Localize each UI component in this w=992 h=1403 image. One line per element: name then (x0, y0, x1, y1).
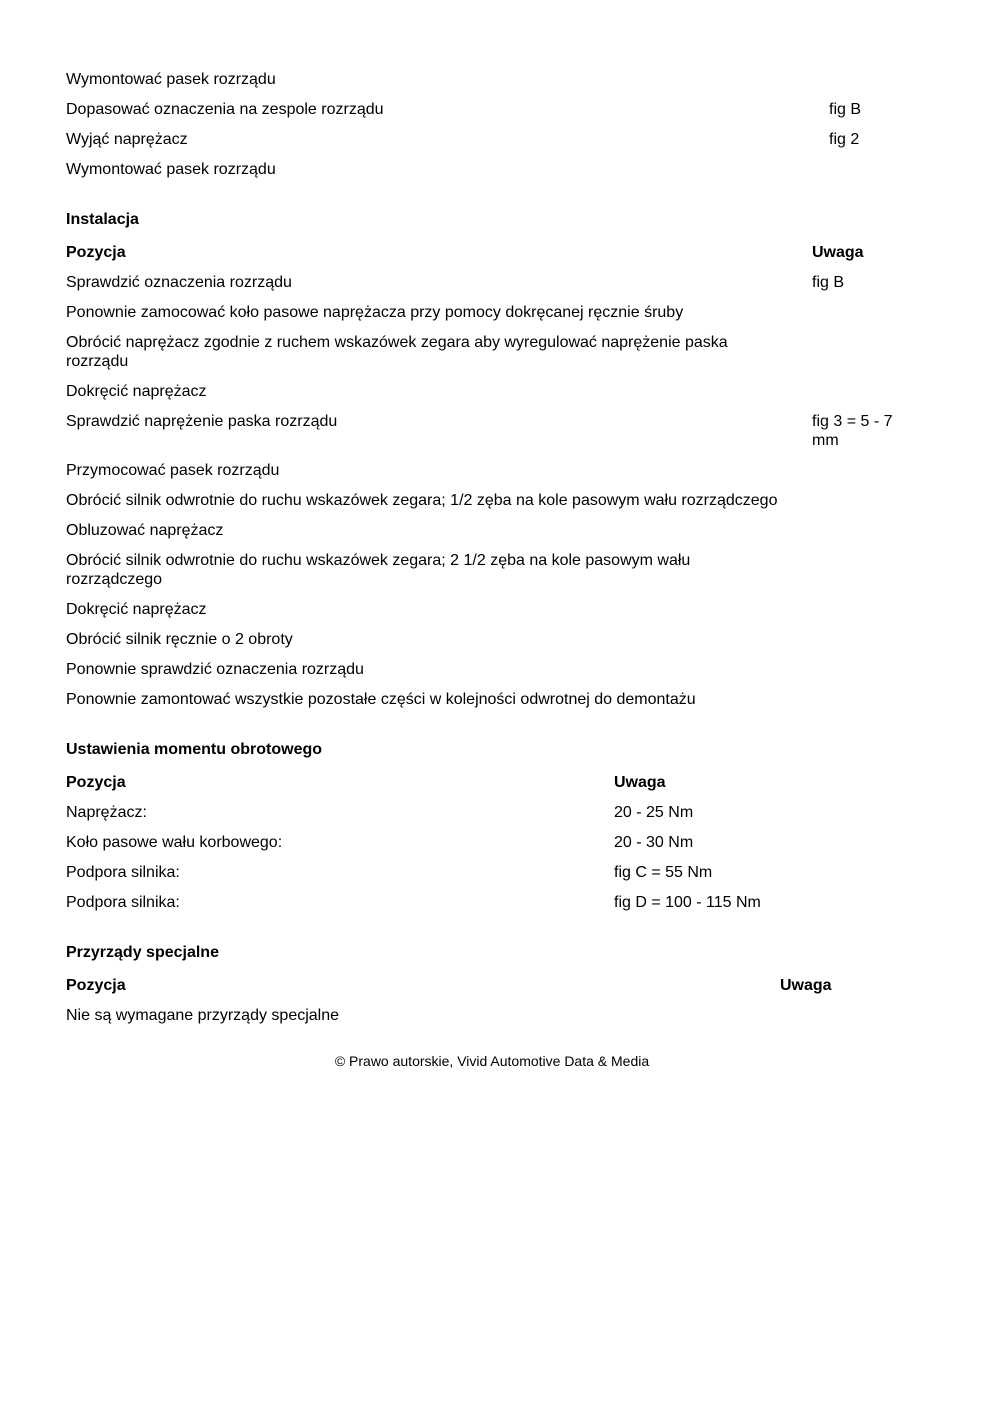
torque-row-3-note: fig C = 55 Nm (614, 864, 713, 881)
installation-row-1-position: Sprawdzić oznaczenia rozrządu (66, 274, 292, 291)
installation-row-13-position: Ponownie zamontować wszystkie pozostałe części w kolejności odwrotnej do demontażu (66, 691, 696, 708)
special-tools-row-1-position: Nie są wymagane przyrządy specjalne (66, 1007, 340, 1024)
installation-row-3-position-line-1: Obrócić naprężacz zgodnie z ruchem wskazówek zegara aby wyregulować naprężenie paska (66, 334, 728, 351)
removal-row-2-position: Dopasować oznaczenia na zespole rozrządu (66, 101, 384, 118)
installation-row-7-position: Obrócić silnik odwrotnie do ruchu wskazówek zegara; 1/2 zęba na kole pasowym wału rozrządczego (66, 492, 778, 509)
installation-row-3-position-line-2: rozrządu (66, 353, 129, 370)
installation-row-1-note: fig B (812, 274, 845, 291)
torque-col-position: Pozycja (66, 774, 126, 791)
installation-row-9-position-line-2: rozrządczego (66, 571, 163, 588)
installation-row-10-position: Dokręcić naprężacz (66, 601, 207, 618)
installation-row-6-position: Przymocować pasek rozrządu (66, 462, 280, 479)
torque-row-2-note: 20 - 30 Nm (614, 834, 694, 851)
torque-col-note: Uwaga (614, 774, 666, 791)
installation-row-12-position: Ponownie sprawdzić oznaczenia rozrządu (66, 661, 364, 678)
installation-row-2-position: Ponownie zamocować koło pasowe naprężacza przy pomocy dokręcanej ręcznie śruby (66, 304, 684, 321)
installation-row-11-position: Obrócić silnik ręcznie o 2 obroty (66, 631, 293, 648)
torque-row-3-position: Podpora silnika: (66, 864, 180, 881)
special-tools-title: Przyrządy specjalne (66, 944, 219, 961)
torque-row-4-note: fig D = 100 - 115 Nm (614, 894, 761, 911)
copyright-footer: © Prawo autorskie, Vivid Automotive Data & Media (334, 1053, 650, 1069)
torque-row-4-position: Podpora silnika: (66, 894, 180, 911)
removal-row-3-note: fig 2 (829, 131, 860, 148)
special-tools-col-position: Pozycja (66, 977, 126, 994)
installation-row-5-note-line-2: mm (812, 432, 839, 449)
torque-title: Ustawienia momentu obrotowego (66, 741, 323, 758)
torque-row-2-position: Koło pasowe wału korbowego: (66, 834, 283, 851)
installation-title: Instalacja (66, 211, 139, 228)
special-tools-col-note: Uwaga (780, 977, 832, 994)
installation-row-5-position: Sprawdzić naprężenie paska rozrządu (66, 413, 338, 430)
installation-col-position: Pozycja (66, 244, 126, 261)
removal-row-2-note: fig B (829, 101, 862, 118)
removal-row-4-position: Wymontować pasek rozrządu (66, 161, 276, 178)
torque-row-1-note: 20 - 25 Nm (614, 804, 694, 821)
installation-row-9-position-line-1: Obrócić silnik odwrotnie do ruchu wskazówek zegara; 2 1/2 zęba na kole pasowym wału (66, 552, 691, 569)
removal-row-1-position: Wymontować pasek rozrządu (66, 71, 276, 88)
removal-row-3-position: Wyjąć naprężacz (66, 131, 188, 148)
installation-row-8-position: Obluzować naprężacz (66, 522, 224, 539)
installation-row-4-position: Dokręcić naprężacz (66, 383, 207, 400)
installation-row-5-note-line-1: fig 3 = 5 - 7 (812, 413, 893, 430)
installation-col-note: Uwaga (812, 244, 864, 261)
torque-row-1-position: Naprężacz: (66, 804, 147, 821)
